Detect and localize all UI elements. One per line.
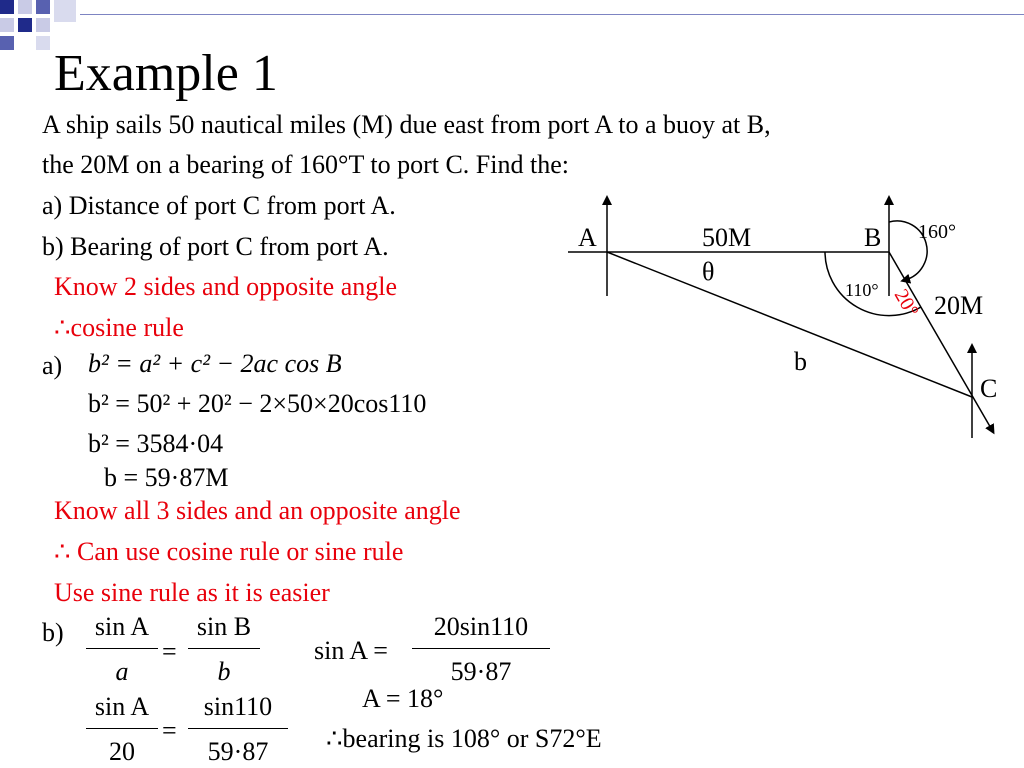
part-a-question: a) Distance of port C from port A. [42, 191, 396, 220]
label-C: C [980, 374, 998, 403]
b-squared-result: b² = 3584·04 [88, 429, 224, 458]
label-20M: 20M [934, 291, 984, 320]
equals-sign: = [162, 637, 177, 666]
b-result: b = 59·87M [104, 463, 229, 492]
label-theta: θ [702, 257, 715, 286]
fraction-denominator: 20 [109, 737, 135, 766]
cosine-rule-equation: b² = a² + c² − 2ac cos B [88, 349, 342, 378]
label-A: A [578, 223, 597, 252]
fraction-denominator: 59·87 [450, 657, 512, 686]
fraction-denominator: 59·87 [207, 737, 269, 766]
substitution-equation: b² = 50² + 20² − 2×50×20cos110 [88, 389, 427, 418]
hint-sine-2: ∴ Can use cosine rule or sine rule [54, 537, 404, 566]
bearing-conclusion: ∴bearing is 108° or S72°E [326, 724, 602, 753]
fraction-denominator: a [115, 657, 129, 686]
fraction-numerator: sin A [94, 692, 150, 721]
label-50M: 50M [702, 223, 752, 252]
label-110-degrees: 110° [845, 280, 879, 300]
sinA-lhs: sin A = [314, 636, 388, 665]
fraction-denominator: b [217, 657, 231, 686]
hint-cosine-1: Know 2 sides and opposite angle [54, 272, 398, 301]
label-160-degrees: 160° [918, 221, 956, 243]
hint-cosine-2: ∴cosine rule [54, 313, 184, 342]
intro-line-1: A ship sails 50 nautical miles (M) due east from port A to a buoy at B, [42, 110, 771, 139]
label-B: B [864, 223, 882, 252]
label-20-degrees: 20° [889, 285, 923, 321]
fraction-numerator: sin B [196, 612, 252, 641]
part-b-label: b) [42, 618, 64, 647]
angle-A-result: A = 18° [362, 684, 444, 713]
side-BC [889, 252, 992, 430]
part-a-label: a) [42, 351, 63, 380]
equals-sign: = [162, 716, 177, 745]
fraction-numerator: 20sin110 [433, 612, 529, 641]
part-b-question: b) Bearing of port C from port A. [42, 232, 389, 261]
fraction-numerator: sin110 [203, 692, 273, 721]
hint-sine-3: Use sine rule as it is easier [54, 578, 330, 607]
slide-title: Example 1 [54, 45, 278, 102]
intro-line-2: the 20M on a bearing of 160°T to port C. Find the: [42, 150, 569, 179]
hint-sine-1: Know all 3 sides and an opposite angle [54, 496, 461, 525]
label-b: b [794, 347, 807, 376]
fraction-numerator: sin A [94, 612, 150, 641]
